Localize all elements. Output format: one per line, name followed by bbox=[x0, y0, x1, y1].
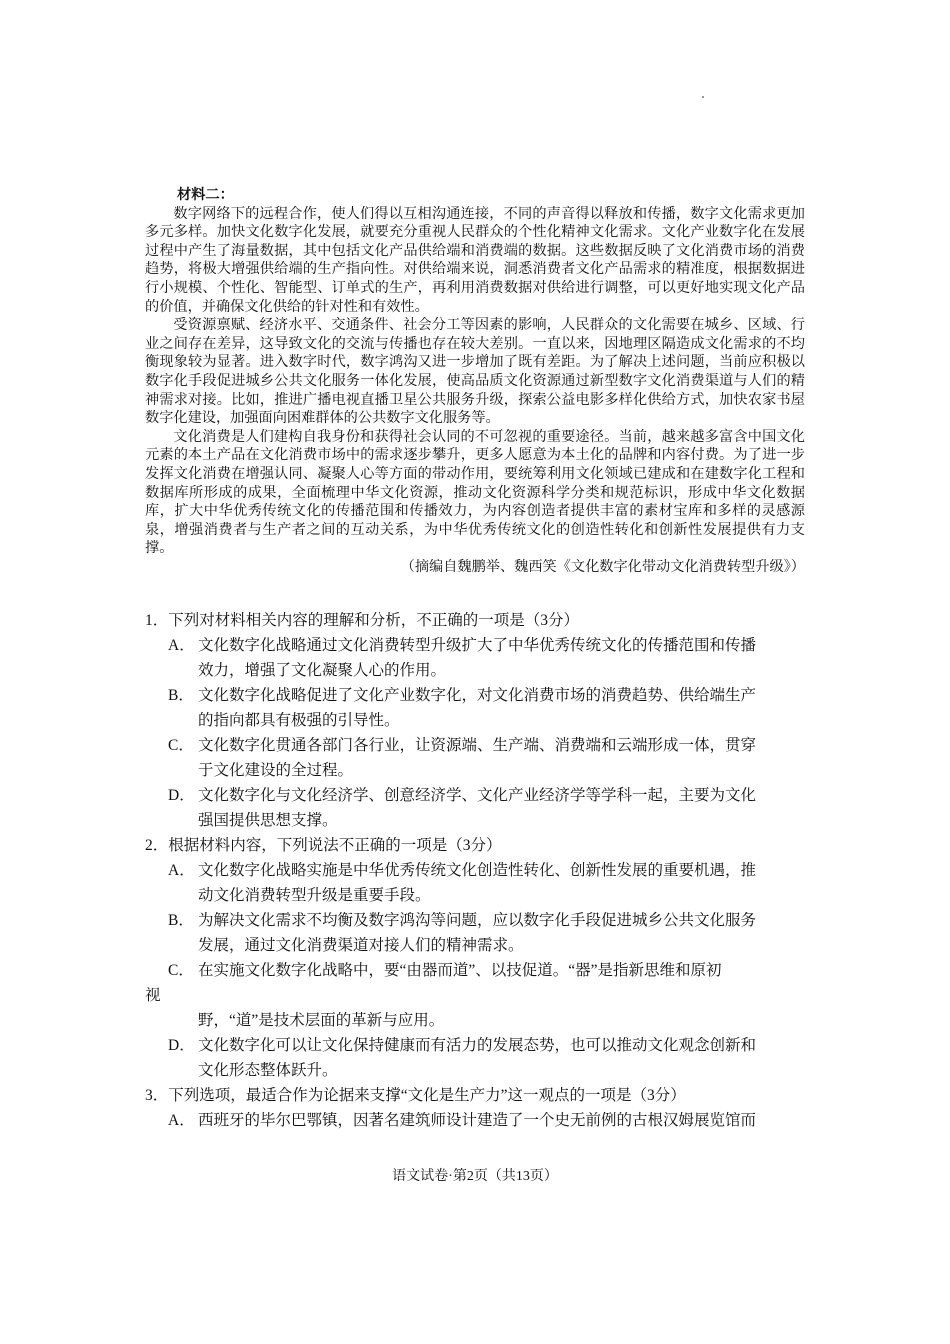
scan-speck bbox=[702, 96, 704, 98]
option-letter: D． bbox=[168, 787, 195, 804]
option-letter: C． bbox=[168, 737, 194, 754]
option-text-line: 野，“道”是技术层面的革新与应用。 bbox=[198, 1012, 445, 1029]
option-item bbox=[145, 908, 805, 958]
option-item bbox=[145, 783, 805, 833]
question-stem: 3．下列选项，最适合作为论据来支撑“文化是生产力”这一观点的一项是（3分） bbox=[145, 1087, 686, 1104]
option-item bbox=[145, 858, 805, 908]
option-text-line: 文化数字化战略促进了文化产业数字化，对文化消费市场的消费趋势、供给端生产 bbox=[198, 687, 757, 704]
questions-section bbox=[145, 608, 805, 1133]
option-text-line: 文化数字化可以让文化保持健康而有活力的发展态势，也可以推动文化观念创新和 bbox=[198, 1037, 757, 1054]
option-text-line: 文化数字化战略实施是中华优秀传统文化创造性转化、创新性发展的重要机遇，推 bbox=[198, 862, 757, 879]
option-text-line: 视 bbox=[145, 987, 161, 1004]
question-stem: 2．根据材料内容，下列说法不正确的一项是（3分） bbox=[145, 837, 502, 854]
option-text-line: 发展，通过文化消费渠道对接人们的精神需求。 bbox=[198, 937, 524, 954]
option-letter: B． bbox=[168, 912, 194, 929]
material-section bbox=[145, 186, 805, 576]
option-letter: A． bbox=[168, 1112, 195, 1129]
option-text-line: 效力，增强了文化凝聚人心的作用。 bbox=[198, 662, 447, 679]
option-item bbox=[145, 1108, 805, 1133]
option-item bbox=[145, 733, 805, 783]
option-item bbox=[145, 958, 805, 1033]
option-text-line: 动文化消费转型升级是重要手段。 bbox=[198, 887, 431, 904]
option-item bbox=[145, 683, 805, 733]
option-text-line: 文化数字化贯通各部门各行业，让资源端、生产端、消费端和云端形成一体，贯穿 bbox=[198, 737, 757, 754]
material-paragraph: 文化消费是人们建构自我身份和获得社会认同的不可忽视的重要途径。当前，越来越多富含中国文化元素的本土产品在文化消费市场中的需求逐步攀升，更多人愿意为本土化的品牌和内容付费。为了进一步发挥文化消费在增强认同、凝聚人心等方面的带动作用，要统筹利用文化领域已建成和在建数字化工程和数据库所形成的成果，全面梳理中华文化资源，推动文化资源科学分类和规范标识，形成中华文化数据库，扩大中华优秀传统文化的传播范围和传播效力，为内容创造者提供丰富的素材宝库和多样的灵感源泉，增强消费者与生产者之间的互动关系，为中华优秀传统文化的创造性转化和创新性发展提供有力支撑。 bbox=[145, 428, 805, 557]
option-letter: C． bbox=[168, 962, 194, 979]
option-letter: B． bbox=[168, 687, 194, 704]
option-letter: A． bbox=[168, 637, 195, 654]
option-text-line: 文化数字化与文化经济学、创意经济学、文化产业经济学等学科一起，主要为文化 bbox=[198, 787, 757, 804]
material-source: （摘编自魏鹏举、魏西笑《文化数字化带动文化消费转型升级》） bbox=[400, 558, 805, 575]
question-stem: 1．下列对材料相关内容的理解和分析，不正确的一项是（3分） bbox=[145, 612, 580, 629]
option-text-line: 为解决文化需求不均衡及数字鸿沟等问题，应以数字化手段促进城乡公共文化服务 bbox=[198, 912, 757, 929]
material-paragraph: 受资源禀赋、经济水平、交通条件、社会分工等因素的影响，人民群众的文化需要在城乡、区域、行业之间存在差异，这导致文化的交流与传播也存在较大差别。一直以来，因地理区隔造成文化需求的不均衡现象较为显著。进入数字时代，数字鸿沟又进一步增加了既有差距。为了解决上述问题，当前应积极以数字化手段促进城乡公共文化服务一体化发展，使高品质文化资源通过新型数字文化消费渠道与人们的精神需求对接。比如，推进广播电视直播卫星公共服务升级，探索公益电影多样化供给方式，加快农家书屋数字化建设，加强面向困难群体的公共数字文化服务等。 bbox=[145, 317, 805, 427]
material-paragraph: 数字网络下的远程合作，使人们得以互相沟通连接，不同的声音得以释放和传播，数字文化需求更加多元多样。加快文化数字化发展，就要充分重视人民群众的个性化精神文化需求。文化产业数字化在发展过程中产生了海量数据，其中包括文化产品供给端和消费端的数据。这些数据反映了文化消费市场的消费趋势，将极大增强供给端的生产指向性。对供给端来说，洞悉消费者文化产品需求的精准度，根据数据进行小规模、个性化、智能型、订单式的生产，再利用消费数据对供给进行调整，可以更好地实现文化产品的价值，并确保文化供给的针对性和有效性。 bbox=[145, 205, 805, 315]
option-text-line: 文化形态整体跃升。 bbox=[198, 1062, 338, 1079]
option-letter: A． bbox=[168, 862, 195, 879]
option-item bbox=[145, 1033, 805, 1083]
option-text-line: 在实施文化数字化战略中，要“由器而道”、以技促道。“器”是指新思维和原初 bbox=[198, 962, 722, 979]
option-text-line: 文化数字化战略通过文化消费转型升级扩大了中华优秀传统文化的传播范围和传播 bbox=[198, 637, 757, 654]
option-text-line: 的指向都具有极强的引导性。 bbox=[198, 712, 400, 729]
option-letter: D． bbox=[168, 1037, 195, 1054]
option-text-line: 强国提供思想支撑。 bbox=[198, 812, 338, 829]
option-text-line: 西班牙的毕尔巴鄂镇，因著名建筑师设计建造了一个史无前例的古根汉姆展览馆而 bbox=[198, 1112, 757, 1129]
page-footer: 语文试卷·第2页（共13页） bbox=[392, 1169, 558, 1184]
option-item bbox=[145, 633, 805, 683]
option-text-line: 于文化建设的全过程。 bbox=[198, 762, 354, 779]
material-title: 材料二： bbox=[177, 187, 234, 203]
